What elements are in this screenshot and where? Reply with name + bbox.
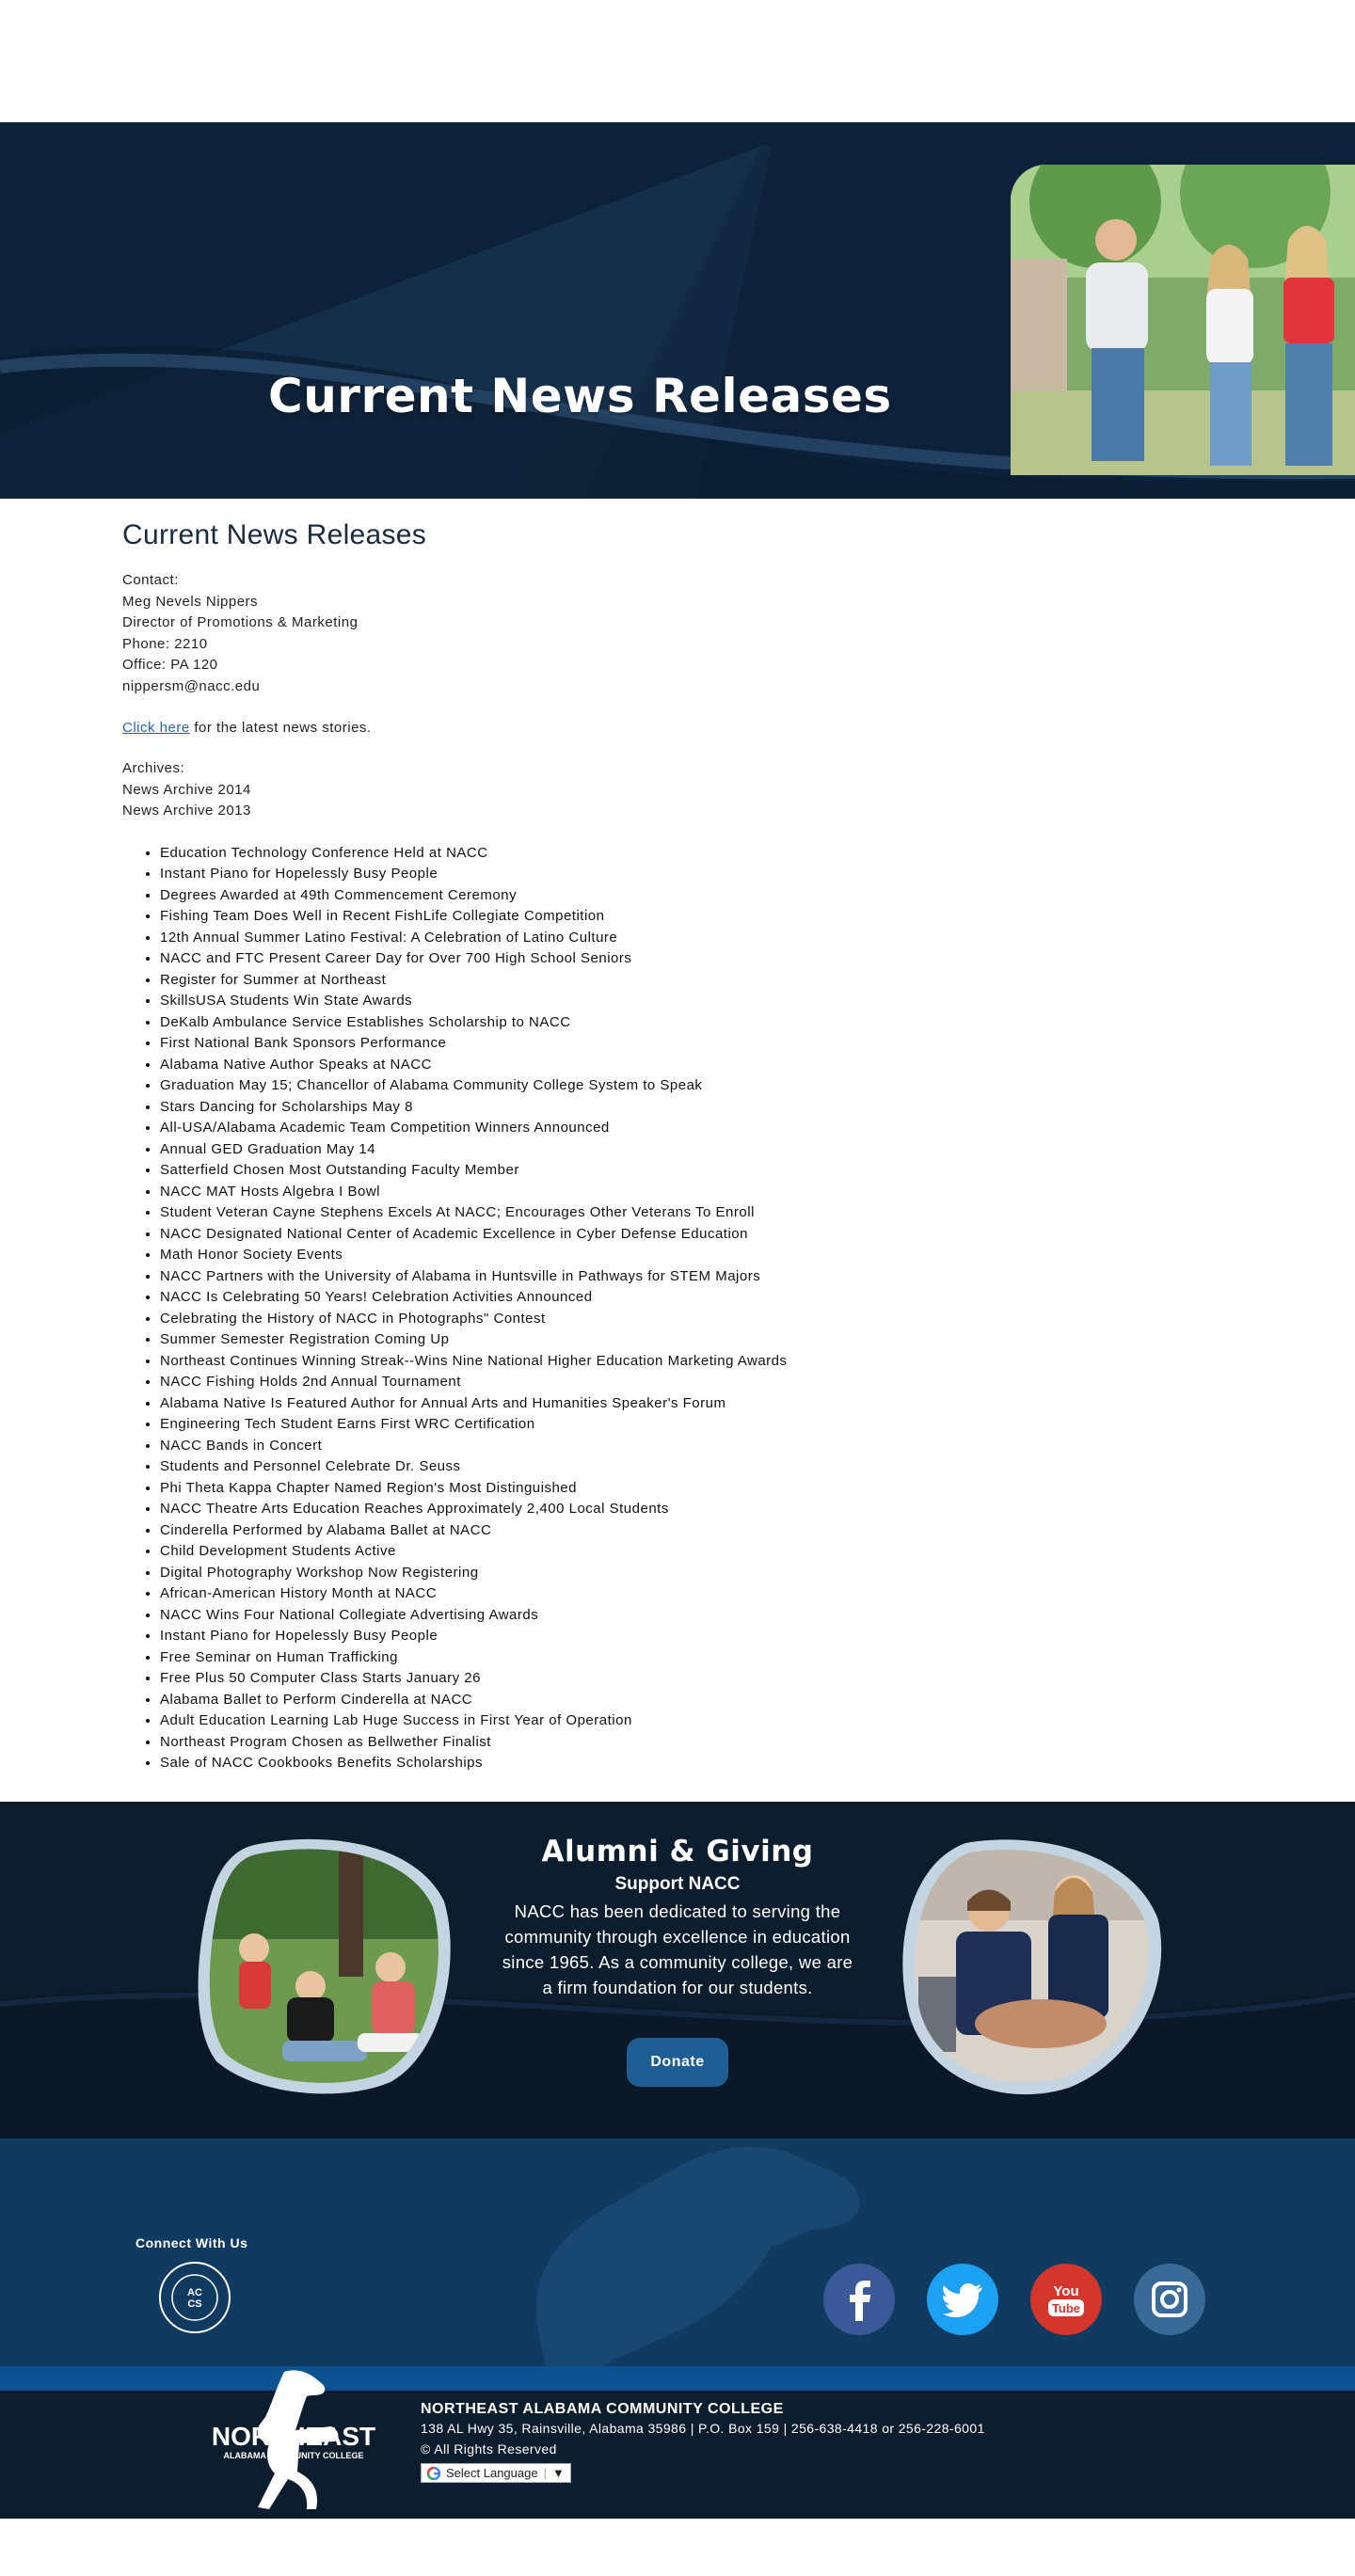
- news-item: [160, 1541, 1233, 1563]
- news-item: [160, 1139, 1233, 1161]
- hero-students-photo: [1011, 165, 1355, 475]
- news-item: [160, 1202, 1233, 1224]
- archives-label: Archives:: [122, 760, 185, 776]
- news-link[interactable]: 12th Annual Summer Latino Festival: A Celebration of Latino Culture: [160, 929, 618, 946]
- news-link[interactable]: Alabama Native Is Featured Author for Annual Arts and Humanities Speaker's Forum: [160, 1394, 726, 1411]
- news-item: [160, 1436, 1233, 1457]
- news-item: [160, 1414, 1233, 1436]
- contact-block: [122, 570, 1233, 697]
- news-link[interactable]: NACC Partners with the University of Alabama in Huntsville in Pathways for STEM Majors: [160, 1267, 761, 1284]
- news-link[interactable]: Free Plus 50 Computer Class Starts January 26: [160, 1670, 481, 1686]
- archives-block: [122, 758, 1233, 822]
- google-g-icon: [427, 2467, 440, 2480]
- news-item: [160, 906, 1233, 928]
- news-link[interactable]: NACC and FTC Present Career Day for Over 700 High School Seniors: [160, 950, 632, 966]
- news-link[interactable]: NACC Designated National Center of Academic Excellence in Cyber Defense Education: [160, 1225, 748, 1242]
- news-link[interactable]: Students and Personnel Celebrate Dr. Seuss: [160, 1458, 461, 1474]
- news-item: [160, 928, 1233, 949]
- news-link[interactable]: First National Bank Sponsors Performance: [160, 1035, 447, 1051]
- contact-label: Contact:: [122, 572, 179, 588]
- news-link[interactable]: Student Veteran Cayne Stephens Excels At NACC; Encourages Other Veterans To Enroll: [160, 1204, 755, 1220]
- news-item: [160, 1626, 1233, 1647]
- news-item: [160, 1393, 1233, 1415]
- news-item: [160, 1287, 1233, 1309]
- news-link[interactable]: Alabama Ballet to Perform Cinderella at NACC: [160, 1691, 473, 1708]
- news-item: [160, 864, 1233, 885]
- news-link[interactable]: NACC Is Celebrating 50 Years! Celebration Activities Announced: [160, 1289, 593, 1305]
- news-link[interactable]: NACC Bands in Concert: [160, 1437, 323, 1454]
- news-item: [160, 1309, 1233, 1330]
- footer-info: [421, 2401, 985, 2485]
- news-item: [160, 1075, 1233, 1097]
- news-item: [160, 970, 1233, 992]
- page-title: Current News Releases: [122, 519, 427, 550]
- contact-email: nippersm@nacc.edu: [122, 677, 261, 694]
- news-link[interactable]: Instant Piano for Hopelessly Busy People: [160, 1628, 438, 1644]
- facebook-icon[interactable]: [822, 2263, 896, 2336]
- news-link[interactable]: NACC Theatre Arts Education Reaches Approximately 2,400 Local Students: [160, 1501, 669, 1517]
- news-item: [160, 1033, 1233, 1055]
- news-item: [160, 1753, 1233, 1774]
- news-item: [160, 1055, 1233, 1076]
- news-item: [160, 1478, 1233, 1500]
- news-item: [160, 1329, 1233, 1351]
- news-link[interactable]: Math Honor Society Events: [160, 1247, 343, 1263]
- archive-link-2013[interactable]: News Archive 2013: [122, 803, 251, 819]
- news-item: [160, 948, 1233, 970]
- accs-seal-icon[interactable]: [158, 2261, 231, 2334]
- news-item: [160, 1012, 1233, 1034]
- news-link[interactable]: Instant Piano for Hopelessly Busy People: [160, 866, 438, 882]
- news-item: [160, 1372, 1233, 1393]
- college-name: NORTHEAST ALABAMA COMMUNITY COLLEGE: [421, 2401, 784, 2417]
- alumni-students-photo: [198, 1836, 452, 2102]
- news-item: [160, 1097, 1233, 1119]
- news-link[interactable]: Education Technology Conference Held at NACC: [160, 844, 488, 861]
- news-link[interactable]: NACC Fishing Holds 2nd Annual Tournament: [160, 1374, 461, 1390]
- contact-office: Office: PA 120: [122, 657, 218, 673]
- news-link[interactable]: African-American History Month at NACC: [160, 1585, 438, 1601]
- news-link[interactable]: SkillsUSA Students Win State Awards: [160, 993, 413, 1009]
- news-item: [160, 1456, 1233, 1478]
- news-link[interactable]: Fishing Team Does Well in Recent FishLife Collegiate Competition: [160, 908, 605, 924]
- news-item: [160, 1583, 1233, 1605]
- news-link[interactable]: Engineering Tech Student Earns First WRC Certification: [160, 1416, 535, 1432]
- news-link[interactable]: Graduation May 15; Chancellor of Alabama Community College System to Speak: [160, 1077, 703, 1093]
- news-link[interactable]: Stars Dancing for Scholarships May 8: [160, 1098, 413, 1115]
- alumni-giving-section: [0, 1802, 1355, 2139]
- news-link[interactable]: Cinderella Performed by Alabama Ballet at NACC: [160, 1521, 492, 1538]
- news-link[interactable]: Free Seminar on Human Trafficking: [160, 1648, 398, 1665]
- news-link[interactable]: Northeast Program Chosen as Bellwether Finalist: [160, 1733, 491, 1750]
- news-item: [160, 1690, 1233, 1711]
- language-label: Select Language: [446, 2466, 538, 2480]
- news-item: [160, 1605, 1233, 1627]
- svg-text:CS: CS: [187, 2298, 202, 2310]
- latest-news-line: [122, 720, 1233, 736]
- news-link[interactable]: Phi Theta Kappa Chapter Named Region's Most Distinguished: [160, 1479, 577, 1496]
- connect-label: Connect With Us: [136, 2235, 248, 2250]
- news-link[interactable]: Annual GED Graduation May 14: [160, 1140, 376, 1157]
- news-link[interactable]: Celebrating the History of NACC in Photographs" Contest: [160, 1310, 546, 1327]
- latest-news-text: for the latest news stories.: [189, 720, 372, 736]
- news-item: [160, 1563, 1233, 1584]
- news-link[interactable]: Register for Summer at Northeast: [160, 971, 387, 988]
- news-link[interactable]: Summer Semester Registration Coming Up: [160, 1331, 450, 1347]
- logo-subtitle: ALABAMA COMMUNITY COLLEGE: [223, 2451, 364, 2460]
- donate-button[interactable]: Donate: [627, 2038, 727, 2087]
- news-item: [160, 843, 1233, 865]
- news-link[interactable]: Digital Photography Workshop Now Registering: [160, 1564, 479, 1581]
- news-list: [122, 843, 1233, 1774]
- instagram-icon[interactable]: [1133, 2263, 1206, 2336]
- news-item: [160, 991, 1233, 1012]
- alumni-nursing-photo: [900, 1836, 1163, 2104]
- alumni-subtitle: Support NACC: [614, 1874, 741, 1894]
- chevron-down-icon: ▼: [551, 2466, 565, 2480]
- news-item: [160, 1266, 1233, 1288]
- news-item: [160, 1710, 1233, 1732]
- news-item: [160, 1118, 1233, 1139]
- news-link[interactable]: NACC Wins Four National Collegiate Advertising Awards: [160, 1606, 539, 1623]
- news-item: [160, 1351, 1233, 1373]
- news-item: [160, 1160, 1233, 1182]
- twitter-icon[interactable]: [926, 2263, 999, 2336]
- top-header-bar: [0, 0, 1355, 122]
- alumni-description: NACC has been dedicated to serving the community through excellence in education since 1965. As a community college, we are a firm foundation for our students.: [502, 1901, 853, 1997]
- hero-title: Current News Releases: [268, 369, 892, 423]
- news-link[interactable]: Northeast Continues Winning Streak--Wins Nine National Higher Education Marketing Awards: [160, 1352, 788, 1369]
- footer-accent-bar: [0, 2366, 1355, 2391]
- news-link[interactable]: Satterfield Chosen Most Outstanding Faculty Member: [160, 1162, 519, 1178]
- alumni-title: Alumni & Giving: [541, 1835, 814, 1868]
- copyright: © All Rights Reserved: [421, 2441, 557, 2457]
- language-selector[interactable]: Select Language | ▼: [421, 2463, 571, 2483]
- site-footer: [0, 2391, 1355, 2519]
- alumni-content: [499, 1835, 856, 2087]
- news-link[interactable]: Degrees Awarded at 49th Commencement Ceremony: [160, 886, 518, 903]
- click-here-link[interactable]: Click here: [122, 720, 190, 736]
- main-content: [0, 499, 1355, 1802]
- news-item: [160, 1182, 1233, 1203]
- svg-text:AC: AC: [187, 2287, 202, 2298]
- contact-phone: Phone: 2210: [122, 635, 208, 652]
- news-item: [160, 885, 1233, 907]
- news-link[interactable]: Child Development Students Active: [160, 1543, 396, 1559]
- contact-role: Director of Promotions & Marketing: [122, 614, 359, 630]
- svg-text:You: You: [1053, 2283, 1079, 2299]
- news-item: [160, 1668, 1233, 1690]
- logo-word: NORTHEAST: [211, 2422, 376, 2451]
- news-item: [160, 1499, 1233, 1520]
- hero-banner: [0, 122, 1355, 499]
- northeast-logo[interactable]: [209, 2368, 378, 2519]
- news-item: [160, 1520, 1233, 1542]
- news-link[interactable]: Alabama Native Author Speaks at NACC: [160, 1056, 432, 1073]
- news-link[interactable]: DeKalb Ambulance Service Establishes Scholarship to NACC: [160, 1013, 571, 1030]
- news-link[interactable]: All-USA/Alabama Academic Team Competition Winners Announced: [160, 1120, 610, 1136]
- contact-name: Meg Nevels Nippers: [122, 593, 259, 610]
- news-item: [160, 1224, 1233, 1246]
- archive-link-2014[interactable]: News Archive 2014: [122, 781, 251, 798]
- news-item: [160, 1732, 1233, 1754]
- news-item: [160, 1647, 1233, 1669]
- news-link[interactable]: Sale of NACC Cookbooks Benefits Scholarships: [160, 1755, 483, 1771]
- svg-text:Tube: Tube: [1051, 2301, 1081, 2315]
- news-link[interactable]: Adult Education Learning Lab Huge Success in First Year of Operation: [160, 1712, 632, 1728]
- news-item: [160, 1245, 1233, 1266]
- college-address: 138 AL Hwy 35, Rainsville, Alabama 35986 | P.O. Box 159 | 256-638-4418 or 256-228-6001: [421, 2421, 985, 2436]
- youtube-icon[interactable]: [1029, 2263, 1103, 2336]
- connect-section: [0, 2139, 1355, 2366]
- news-link[interactable]: NACC MAT Hosts Algebra I Bowl: [160, 1183, 381, 1200]
